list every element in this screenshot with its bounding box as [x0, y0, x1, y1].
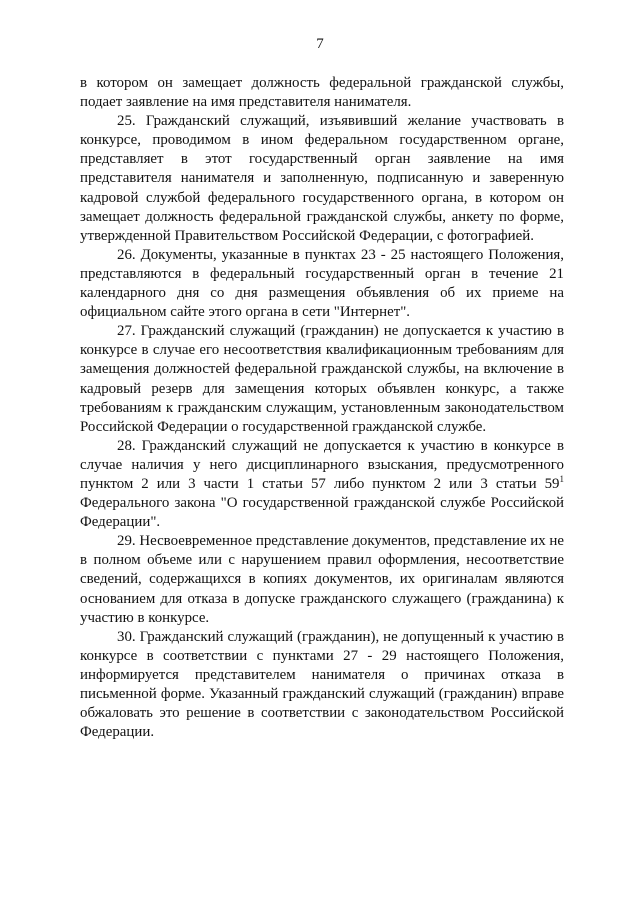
superscript-marker: 1 — [559, 474, 564, 484]
page-number: 7 — [316, 36, 324, 52]
paragraph-27: 27. Гражданский служащий (гражданин) не допускается к участию в конкурсе в случае его несоответствия квалификационным требованиям для замещения должностей федеральной гражданской службы, на включение в кадровый резерв для замещения которых объявлен конкурс, а также требованиям к гражданским служащим, установленным законодательством Российской Федерации о государственной гражданской службе. — [80, 323, 564, 435]
paragraph-29: 29. Несвоевременное представление документов, представление их не в полном объеме или с нарушением правил оформления, несоответствие сведений, содержащихся в копиях документов, их оригиналам являются основанием для отказа в допуске гражданского служащего (гражданина) к участию в конкурсе. — [80, 533, 565, 626]
paragraph-26: 26. Документы, указанные в пунктах 23 - 25 настоящего Положения, представляются в федеральный государственный орган в течение 21 календарного дня со дня размещения объявления об их приеме на официальном сайте этого органа в сети "Интернет". — [80, 246, 564, 321]
paragraph-28-text-after: Федерального закона "О государственной гражданской службе Российской Федерации". — [80, 495, 564, 531]
paragraph-25: 25. Гражданский служащий, изъявивший желание участвовать в конкурсе, проводимом в ином федеральном государственном органе, представляет в этот государственный орган заявление на имя представителя нанимателя и заполненную, подписанную и заверенную кадровой службой федерального государственного органа, в котором он замещает должность федеральной гражданской службы, анкету по форме, утвержденной Правительством Российской Федерации, с фотографией. — [80, 113, 564, 244]
document-body — [80, 74, 564, 742]
paragraph-28 — [80, 437, 564, 532]
paragraph-28-text-before: 28. Гражданский служащий не допускается к участию в конкурсе в случае наличия у него дисциплинарного взыскания, предусмотренного пунктом 2 или 3 части 1 статьи 57 либо пунктом 2 или 3 статьи 59 — [80, 437, 564, 492]
paragraph-30: 30. Гражданский служащий (гражданин), не допущенный к участию в конкурсе в соответствии с пунктами 27 - 29 настоящего Положения, информируется представителем нанимателя о причинах отказа в письменной форме. Указанный гражданский служащий (гражданин) вправе обжаловать это решение в соответствии с законодательством Российской Федерации. — [80, 628, 564, 741]
paragraph-24-continuation: в котором он замещает должность федеральной гражданской службы, подает заявление на имя представителя нанимателя. — [80, 75, 564, 111]
